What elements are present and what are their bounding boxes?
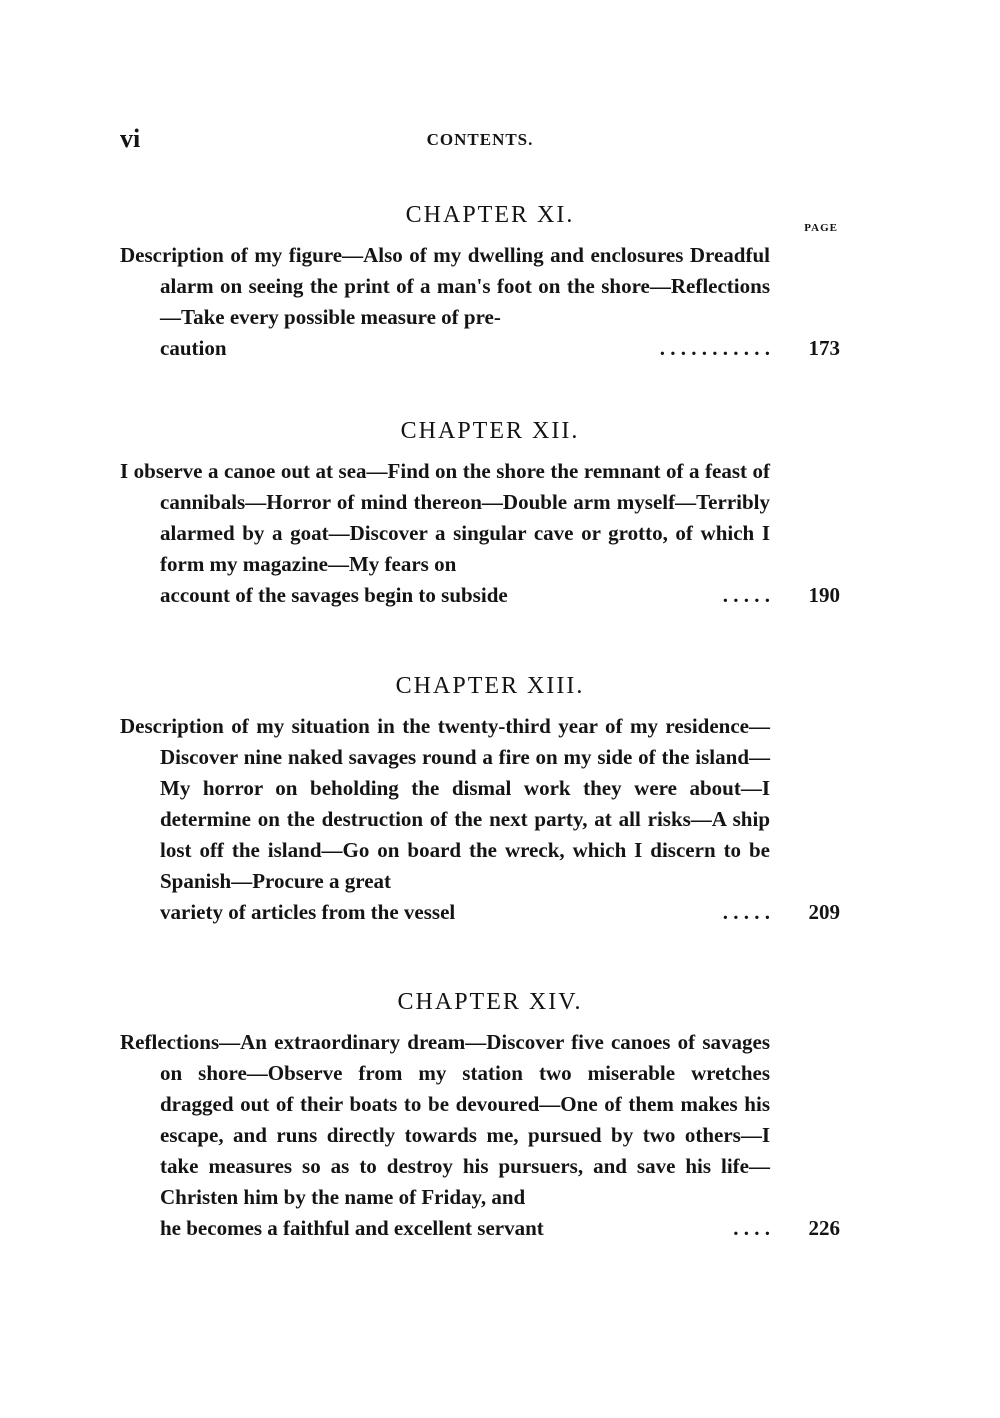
chapter-entry-xiii — [120, 669, 840, 928]
chapter-summary — [120, 711, 840, 928]
summary-last-line-text: account of the savages begin to subside — [160, 583, 508, 607]
chapter-heading: CHAPTER XII. — [400, 418, 580, 444]
dot-leaders: . . . . . . . . . . . — [659, 336, 770, 360]
dot-leaders: . . . . . — [722, 900, 770, 924]
summary-last-line — [120, 333, 770, 364]
summary-last-line — [120, 580, 770, 611]
summary-text: Description of my figure—Also of my dwelling and enclosures Dreadful alarm on seeing the print of a man's foot on the shore—Reflections—Take every possible measure of pre- — [120, 243, 770, 329]
chapter-heading: CHAPTER XIV. — [397, 989, 583, 1015]
summary-text: Reflections—An extraordinary dream—Discover five canoes of savages on shore—Observe from my station two miserable wretches dragged out of their boats to be devoured—One of them makes his escape, and runs directly towards me, pursued by two others—I take measures so as to destroy his pursuers, and save his life—Christen him by the name of Friday, and — [120, 1030, 770, 1209]
chapter-heading: CHAPTER XIII. — [395, 673, 585, 699]
chapter-summary — [120, 456, 840, 611]
chapter-entry-xiv — [120, 985, 840, 1244]
dot-leaders: . . . . . — [722, 583, 770, 607]
page-number: 190 — [808, 583, 840, 607]
chapter-heading: CHAPTER XI. — [405, 202, 575, 228]
summary-last-line — [120, 1213, 770, 1244]
dot-leaders: . . . . — [733, 1216, 770, 1240]
chapter-entry-xi — [120, 198, 840, 364]
chapter-summary — [120, 240, 840, 364]
page-number: 173 — [808, 336, 840, 360]
summary-last-line-text: caution — [160, 336, 227, 360]
chapter-summary — [120, 1027, 840, 1244]
running-head-title: CONTENTS. — [426, 130, 534, 149]
summary-text: Description of my situation in the twenty-third year of my residence—Discover nine naked savages round a fire on my side of the island—My horror on beholding the dismal work they were about—I determine on the destruction of the next party, at all risks—A ship lost off the island—Go on board the wreck, which I discern to be Spanish—Procure a great — [120, 714, 770, 893]
summary-text: I observe a canoe out at sea—Find on the shore the remnant of a feast of cannibals—Horror of mind thereon—Double arm myself—Terribly alarmed by a goat—Discover a singular cave or grotto, of which I form my magazine—My fears on — [120, 459, 770, 576]
page-column-label: PAGE — [804, 222, 838, 234]
summary-last-line-text: variety of articles from the vessel — [160, 900, 456, 924]
page-number: 226 — [808, 1216, 840, 1240]
page-folio: vi — [120, 124, 141, 153]
running-head — [120, 124, 840, 158]
chapter-entry-xii — [120, 414, 840, 611]
page-number: 209 — [808, 900, 840, 924]
summary-last-line-text: he becomes a faithful and excellent servant — [160, 1216, 544, 1240]
summary-last-line — [120, 897, 770, 928]
